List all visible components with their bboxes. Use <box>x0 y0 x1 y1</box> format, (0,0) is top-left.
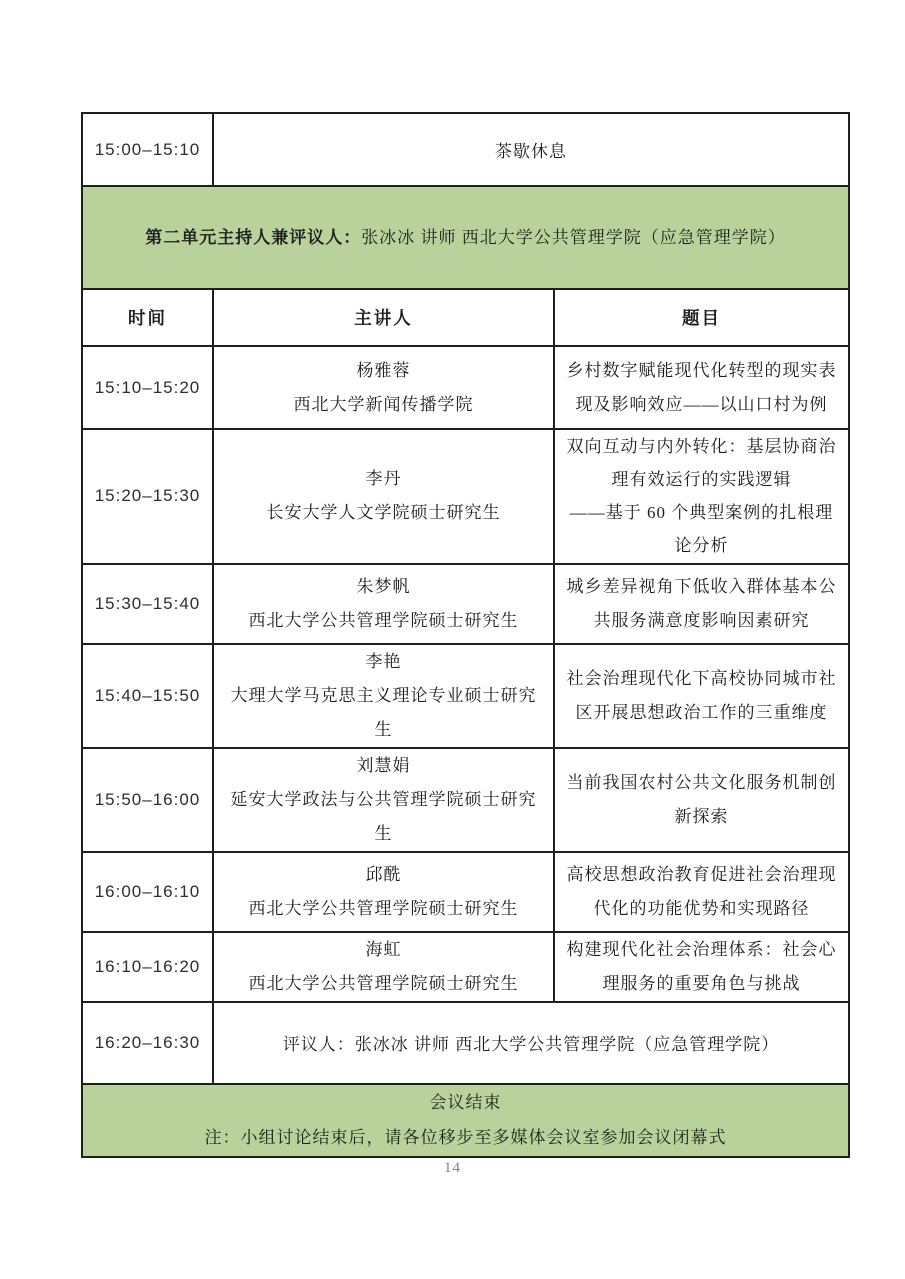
time-cell: 15:00–15:10 <box>82 113 213 186</box>
talk-title: 构建现代化社会治理体系：社会心理服务的重要角色与挑战 <box>566 940 837 993</box>
session-banner-row <box>82 186 849 289</box>
table-row <box>82 644 849 748</box>
talk-title-subline: ——基于 60 个典型案例的扎根理论分析 <box>569 503 834 556</box>
session-banner-cell <box>82 186 849 289</box>
talk-title: 城乡差异视角下低收入群体基本公共服务满意度影响因素研究 <box>566 577 837 630</box>
speaker-name: 李艳 <box>365 651 402 671</box>
talk-title: 当前我国农村公共文化服务机制创新探索 <box>566 773 837 826</box>
time-cell: 15:40–15:50 <box>82 644 213 748</box>
header-time: 时间 <box>82 289 213 346</box>
speaker-name: 杨雅蓉 <box>356 360 411 380</box>
closing-banner-cell <box>82 1084 849 1157</box>
time-cell: 16:20–16:30 <box>82 1002 213 1084</box>
header-topic: 题目 <box>554 289 849 346</box>
table-row <box>82 346 849 429</box>
table-row <box>82 564 849 644</box>
speaker-affiliation: 西北大学公共管理学院硕士研究生 <box>248 973 519 993</box>
title-cell <box>554 932 849 1002</box>
time-cell: 16:00–16:10 <box>82 852 213 932</box>
speaker-affiliation: 长安大学人文学院硕士研究生 <box>266 503 501 523</box>
closing-banner-row <box>82 1084 849 1157</box>
speaker-name: 刘慧娟 <box>356 755 411 775</box>
session-banner-lead: 第二单元主持人兼评议人： <box>145 227 362 247</box>
speaker-cell <box>213 644 554 748</box>
speaker-cell <box>213 748 554 852</box>
title-cell <box>554 748 849 852</box>
speaker-cell <box>213 429 554 564</box>
time-cell: 16:10–16:20 <box>82 932 213 1002</box>
talk-title: 高校思想政治教育促进社会治理现代化的功能优势和实现路径 <box>566 865 837 918</box>
conference-schedule-table <box>81 112 850 1158</box>
closing-note: 注：小组讨论结束后，请各位移步至多媒体会议室参加会议闭幕式 <box>204 1128 727 1148</box>
title-cell <box>554 564 849 644</box>
discussant-text: 评议人：张冰冰 讲师 西北大学公共管理学院（应急管理学院） <box>213 1002 849 1084</box>
time-cell: 15:20–15:30 <box>82 429 213 564</box>
time-cell: 15:50–16:00 <box>82 748 213 852</box>
table-row <box>82 932 849 1002</box>
speaker-affiliation: 西北大学公共管理学院硕士研究生 <box>248 610 519 630</box>
page-number: 14 <box>444 1160 461 1176</box>
speaker-name: 朱梦帆 <box>356 576 411 596</box>
table-header-row <box>82 289 849 346</box>
time-cell: 15:30–15:40 <box>82 564 213 644</box>
speaker-cell <box>213 564 554 644</box>
speaker-name: 李丹 <box>365 469 402 489</box>
table-row <box>82 429 849 564</box>
table-row <box>82 852 849 932</box>
session-banner-text: 张冰冰 讲师 西北大学公共管理学院（应急管理学院） <box>361 227 786 247</box>
tea-break-label: 茶歇休息 <box>213 113 849 186</box>
speaker-affiliation: 西北大学公共管理学院硕士研究生 <box>248 898 519 918</box>
title-cell <box>554 346 849 429</box>
discussant-row <box>82 1002 849 1084</box>
speaker-affiliation: 西北大学新闻传播学院 <box>293 394 474 414</box>
talk-title: 双向互动与内外转化：基层协商治理有效运行的实践逻辑 <box>566 437 837 490</box>
speaker-affiliation: 大理大学马克思主义理论专业硕士研究生 <box>230 685 537 739</box>
table-row <box>82 748 849 852</box>
speaker-affiliation: 延安大学政法与公共管理学院硕士研究生 <box>230 789 537 843</box>
speaker-name: 海虹 <box>365 939 402 959</box>
speaker-cell <box>213 852 554 932</box>
speaker-name: 邱酰 <box>365 864 402 884</box>
speaker-cell <box>213 932 554 1002</box>
talk-title: 社会治理现代化下高校协同城市社区开展思想政治工作的三重维度 <box>566 669 837 722</box>
title-cell <box>554 429 849 564</box>
talk-title: 乡村数字赋能现代化转型的现实表现及影响效应——以山口村为例 <box>566 361 837 414</box>
tea-break-row <box>82 113 849 186</box>
title-cell <box>554 644 849 748</box>
time-cell: 15:10–15:20 <box>82 346 213 429</box>
header-speaker: 主讲人 <box>213 289 554 346</box>
speaker-cell <box>213 346 554 429</box>
title-cell <box>554 852 849 932</box>
meeting-end-label: 会议结束 <box>429 1092 502 1112</box>
